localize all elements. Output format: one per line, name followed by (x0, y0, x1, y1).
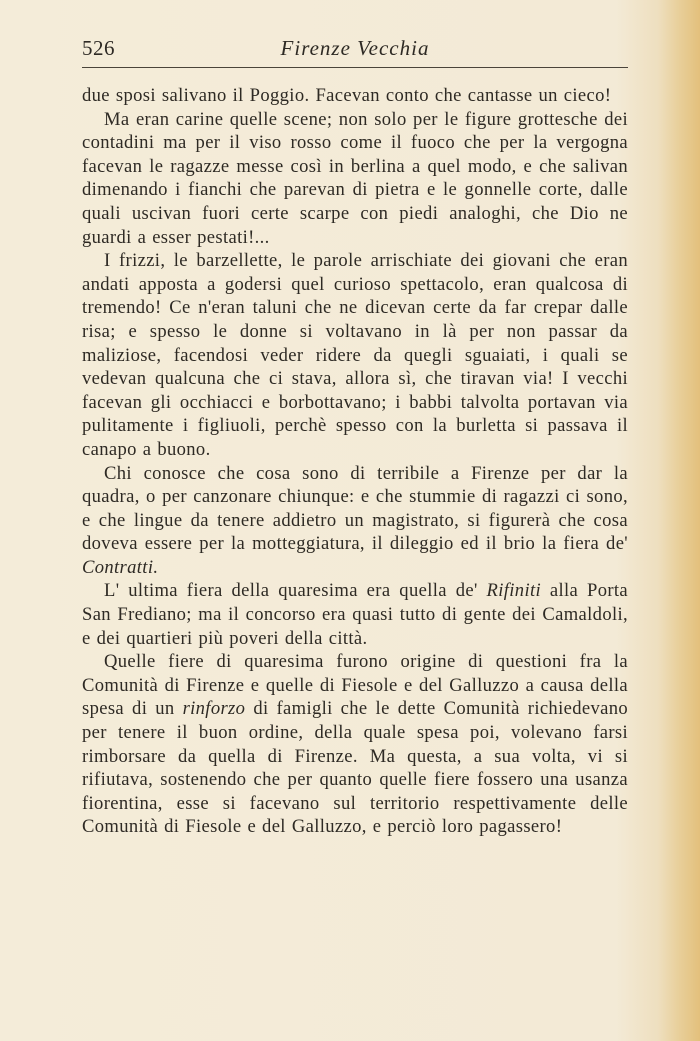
paragraph-text: di famigli che le dette Comunità richiedevano per tenere il buon ordine, della quale spesa poi, volevano farsi rimborsare da quella di Firenze. Ma questa, a sua volta, vi si rifiutava, sostenendo che per quanto quelle fiere fossero una usanza fiorentina, esse si facevano sul territorio respettivamente delle Comunità di Fiesole e del Galluzzo, e perciò loro pagassero! (82, 698, 628, 838)
paragraph-text: Quelle fiere di quaresima furono origine di questioni fra la Comunità di Firenze e quelle di Fiesole e del Galluzzo a causa della spesa di un (82, 651, 628, 720)
paragraph-text: Chi conosce che cosa sono di terribile a Firenze per dar la quadra, o per canzonare chiunque: e che stummie di ragazzi ci sono, e che lingue da tenere addietro un magistrato, si figurerà che cosa doveva essere per la motteggiatura, il dileggio ed il brio la fiera de' (82, 462, 628, 555)
italic-term: Contratti. (82, 556, 159, 578)
italic-term: Rifiniti (486, 580, 541, 602)
header-rule (82, 67, 628, 68)
italic-term: rinforzo (182, 698, 246, 720)
running-title: Firenze Vecchia (280, 36, 430, 60)
page-header (82, 36, 628, 66)
paragraph (82, 579, 628, 650)
paragraph-text: alla Porta San Frediano; ma il concorso era quasi tutto di gente dei Camaldoli, e dei quartieri più poveri della città. (82, 580, 628, 649)
page-number: 526 (82, 36, 115, 60)
paragraph: I frizzi, le barzellette, le parole arrischiate dei giovani che eran andati apposta a godersi quel curioso spettacolo, eran qualcosa di tremendo! Ce n'eran taluni che ne dicevan certe da far crepar dalle risa; e spesso le donne si voltavano in là per non passar da maliziose, facendosi veder ridere da quegli sguaiati, i quali se vedevan qualcuna che ci stava, allora sì, che tiravan via! I vecchi facevan gli occhiacci e borbottavano; i babbi talvolta portavan via pulitamente i figliuoli, perchè spesso con la burletta si passava il canapo a buono. (82, 250, 628, 460)
paragraph: Ma eran carine quelle scene; non solo per le figure grottesche dei contadini ma per il viso rosso come il fuoco che per la vergogna facevan le ragazze messe così in berlina a quel modo, e che salivan dimenando i fianchi che parevan di pietra e le gonnelle corte, dalle quali uscivan fuori certe scarpe con piedi analoghi, che Dio ne guardi a esser pestati!... (82, 108, 628, 248)
paragraph: due sposi salivano il Poggio. Facevan conto che cantasse un cieco! (82, 85, 612, 106)
paragraph (82, 462, 628, 580)
body-text (82, 84, 628, 839)
paragraph (82, 650, 628, 839)
paragraph-text: L' ultima fiera della quaresima era quella de' (104, 580, 487, 602)
